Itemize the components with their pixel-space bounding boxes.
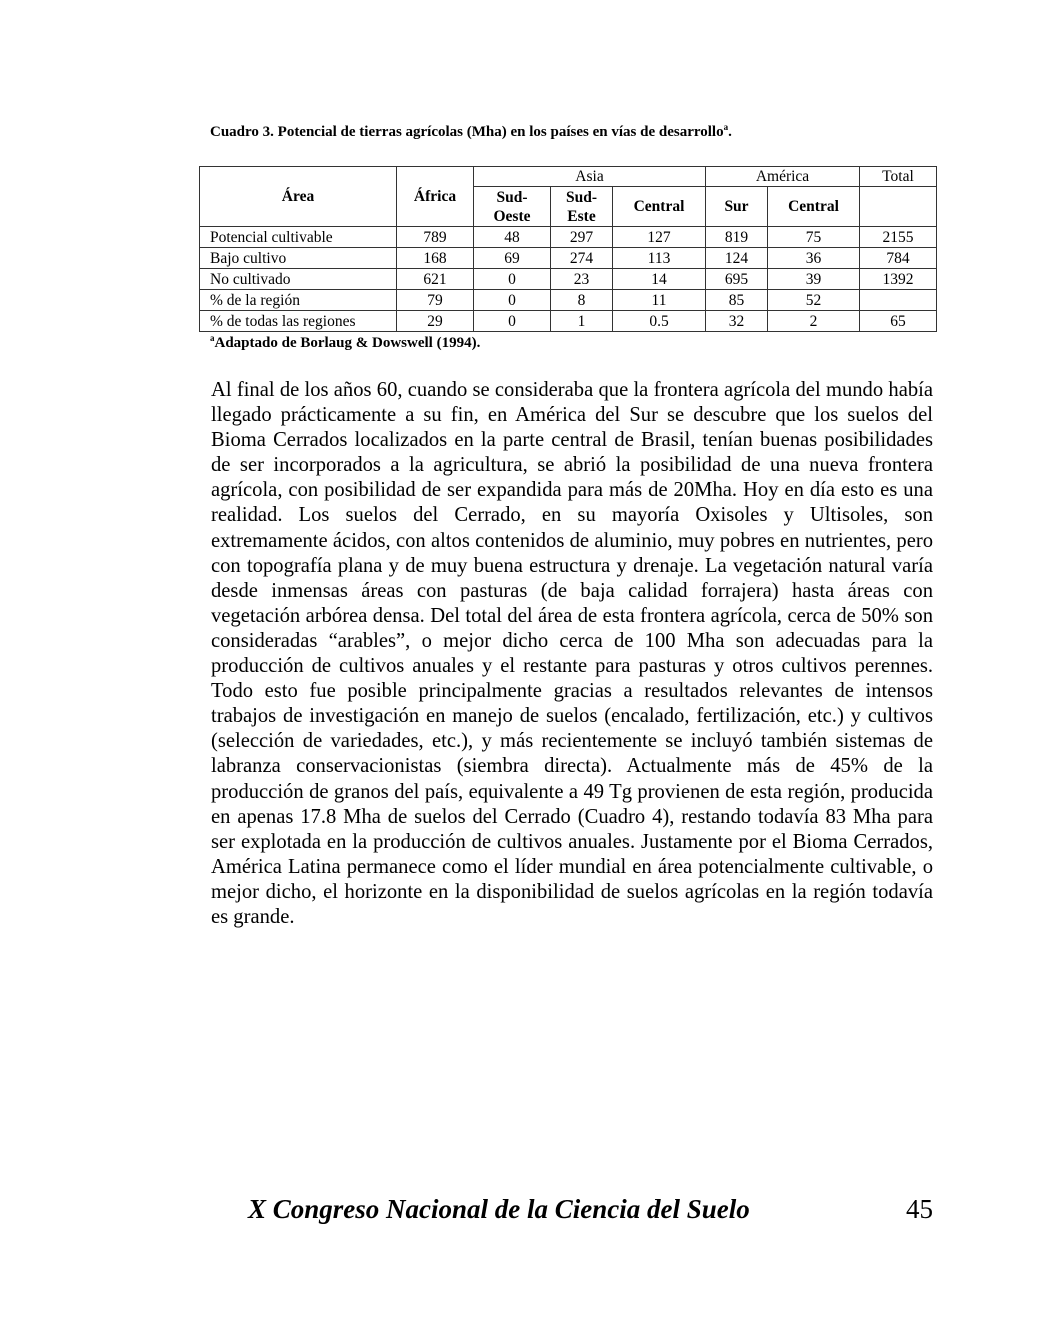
table-body xyxy=(200,227,937,332)
caption-period: . xyxy=(728,124,732,140)
table-cell: 0 xyxy=(474,311,551,332)
row-label: % de la región xyxy=(200,290,397,311)
table-cell: 113 xyxy=(613,248,706,269)
table-cell: 65 xyxy=(860,311,937,332)
table-cell: 1392 xyxy=(860,269,937,290)
table-cell: 23 xyxy=(551,269,613,290)
footer-conference-title: X Congreso Nacional de la Ciencia del Suelo xyxy=(248,1194,750,1224)
table-cell: 621 xyxy=(397,269,474,290)
header-area: Área xyxy=(200,167,397,227)
header-america-central: Central xyxy=(768,187,860,227)
header-america-sur: Sur xyxy=(706,187,768,227)
table-cell: 819 xyxy=(706,227,768,248)
table-caption-text: Cuadro 3. Potencial de tierras agrícolas (Mha) en los países en vías de desarrollo xyxy=(210,124,724,140)
table-cell: 695 xyxy=(706,269,768,290)
row-label: % de todas las regiones xyxy=(200,311,397,332)
header-asia-sudeste-line1: Sud- xyxy=(565,188,598,206)
header-asia: Asia xyxy=(474,167,706,187)
table-cell: 11 xyxy=(613,290,706,311)
body-text xyxy=(211,378,933,930)
header-asia-central: Central xyxy=(613,187,706,227)
table-cell: 8 xyxy=(551,290,613,311)
table-cell: 69 xyxy=(474,248,551,269)
table-row xyxy=(200,248,937,269)
table-cell: 75 xyxy=(768,227,860,248)
table-cell: 2155 xyxy=(860,227,937,248)
table-cell: 79 xyxy=(397,290,474,311)
table-cell: 32 xyxy=(706,311,768,332)
table-cell: 297 xyxy=(551,227,613,248)
header-asia-sudoeste-line2: Oeste xyxy=(493,207,531,225)
table-cell: 39 xyxy=(768,269,860,290)
row-label: Bajo cultivo xyxy=(200,248,397,269)
table-cell: 124 xyxy=(706,248,768,269)
table-cell: 789 xyxy=(397,227,474,248)
table-cell: 1 xyxy=(551,311,613,332)
table-row xyxy=(200,311,937,332)
header-total-blank xyxy=(860,187,937,227)
table-cell: 168 xyxy=(397,248,474,269)
table-cell xyxy=(860,290,937,311)
source-footnote-marker: a xyxy=(210,333,215,343)
row-label: Potencial cultivable xyxy=(200,227,397,248)
table-cell: 274 xyxy=(551,248,613,269)
table-source-note xyxy=(210,335,480,352)
header-asia-sudoeste xyxy=(474,187,551,227)
header-asia-sudoeste-line1: Sud- xyxy=(496,188,528,206)
header-africa: África xyxy=(397,167,474,227)
table-cell: 784 xyxy=(860,248,937,269)
table-cell: 14 xyxy=(613,269,706,290)
header-total: Total xyxy=(860,167,937,187)
table-row xyxy=(200,290,937,311)
source-text: Adaptado de Borlaug & Dowswell (1994). xyxy=(214,335,481,351)
land-potential-table xyxy=(199,166,937,332)
footnote-marker: a xyxy=(723,122,729,132)
table-cell: 36 xyxy=(768,248,860,269)
table-caption xyxy=(210,124,732,141)
page-number: 45 xyxy=(906,1194,933,1224)
table-cell: 0 xyxy=(474,290,551,311)
table-row xyxy=(200,227,937,248)
row-label: No cultivado xyxy=(200,269,397,290)
table-cell: 2 xyxy=(768,311,860,332)
table-cell: 127 xyxy=(613,227,706,248)
table-cell: 0 xyxy=(474,269,551,290)
header-row-groups xyxy=(200,167,937,187)
table-cell: 48 xyxy=(474,227,551,248)
table-cell: 52 xyxy=(768,290,860,311)
table-row xyxy=(200,269,937,290)
table-cell: 0.5 xyxy=(613,311,706,332)
table-cell: 85 xyxy=(706,290,768,311)
header-america: América xyxy=(706,167,860,187)
header-asia-sudeste-line2: Este xyxy=(567,207,596,225)
header-asia-sudeste xyxy=(551,187,613,227)
body-paragraph: Al final de los años 60, cuando se consideraba que la frontera agrícola del mundo había llegado prácticamente a su fin, en América del Sur se descubre que los suelos del Bioma Cerrados localizados en la parte central de Brasil, tenían buenas posibilidades de ser incorporados a la agricultura, se abrió la posibilidad de una nueva frontera agrícola, con posibilidad de ser expandida para más de 20Mha. Hoy en día esto es una realidad. Los suelos del Cerrado, en su mayoría Oxisoles y Ultisoles, son extremamente ácidos, con altos contenidos de aluminio, muy pobres en nutrientes, pero con topografía plana y de muy buena estructura y drenaje. La vegetación natural varía desde inmensas áreas con pasturas (de baja calidad forrajera) hasta áreas con vegetación arbórea densa. Del total del área de esta frontera agrícola, cerca de 50% son consideradas “arables”, o mejor dicho cerca de 100 Mha son adecuadas para la producción de cultivos anuales y el restante para pasturas y otros cultivos perennes. Todo esto fue posible principalmente gracias a resultados relevantes de intensos trabajos de investigación en manejo de suelos (encalado, fertilización, etc.) y cultivos (selección de variedades, etc.), y más recientemente se incluyó también sistemas de labranza conservacionistas (siembra directa). Actualmente más de 45% de la producción de granos del país, equivalente a 49 Tg provienen de esta región, producida en apenas 17.8 Mha de suelos del Cerrado (Cuadro 4), restando todavía 83 Mha para ser explotada en la producción de cultivos anuales. Justamente por el Bioma Cerrados, América Latina permanece como el líder mundial en área potencialmente cultivable, o mejor dicho, el horizonte en la disponibilidad de suelos agrícolas en la región todavía es grande. xyxy=(211,379,933,928)
table-cell: 29 xyxy=(397,311,474,332)
